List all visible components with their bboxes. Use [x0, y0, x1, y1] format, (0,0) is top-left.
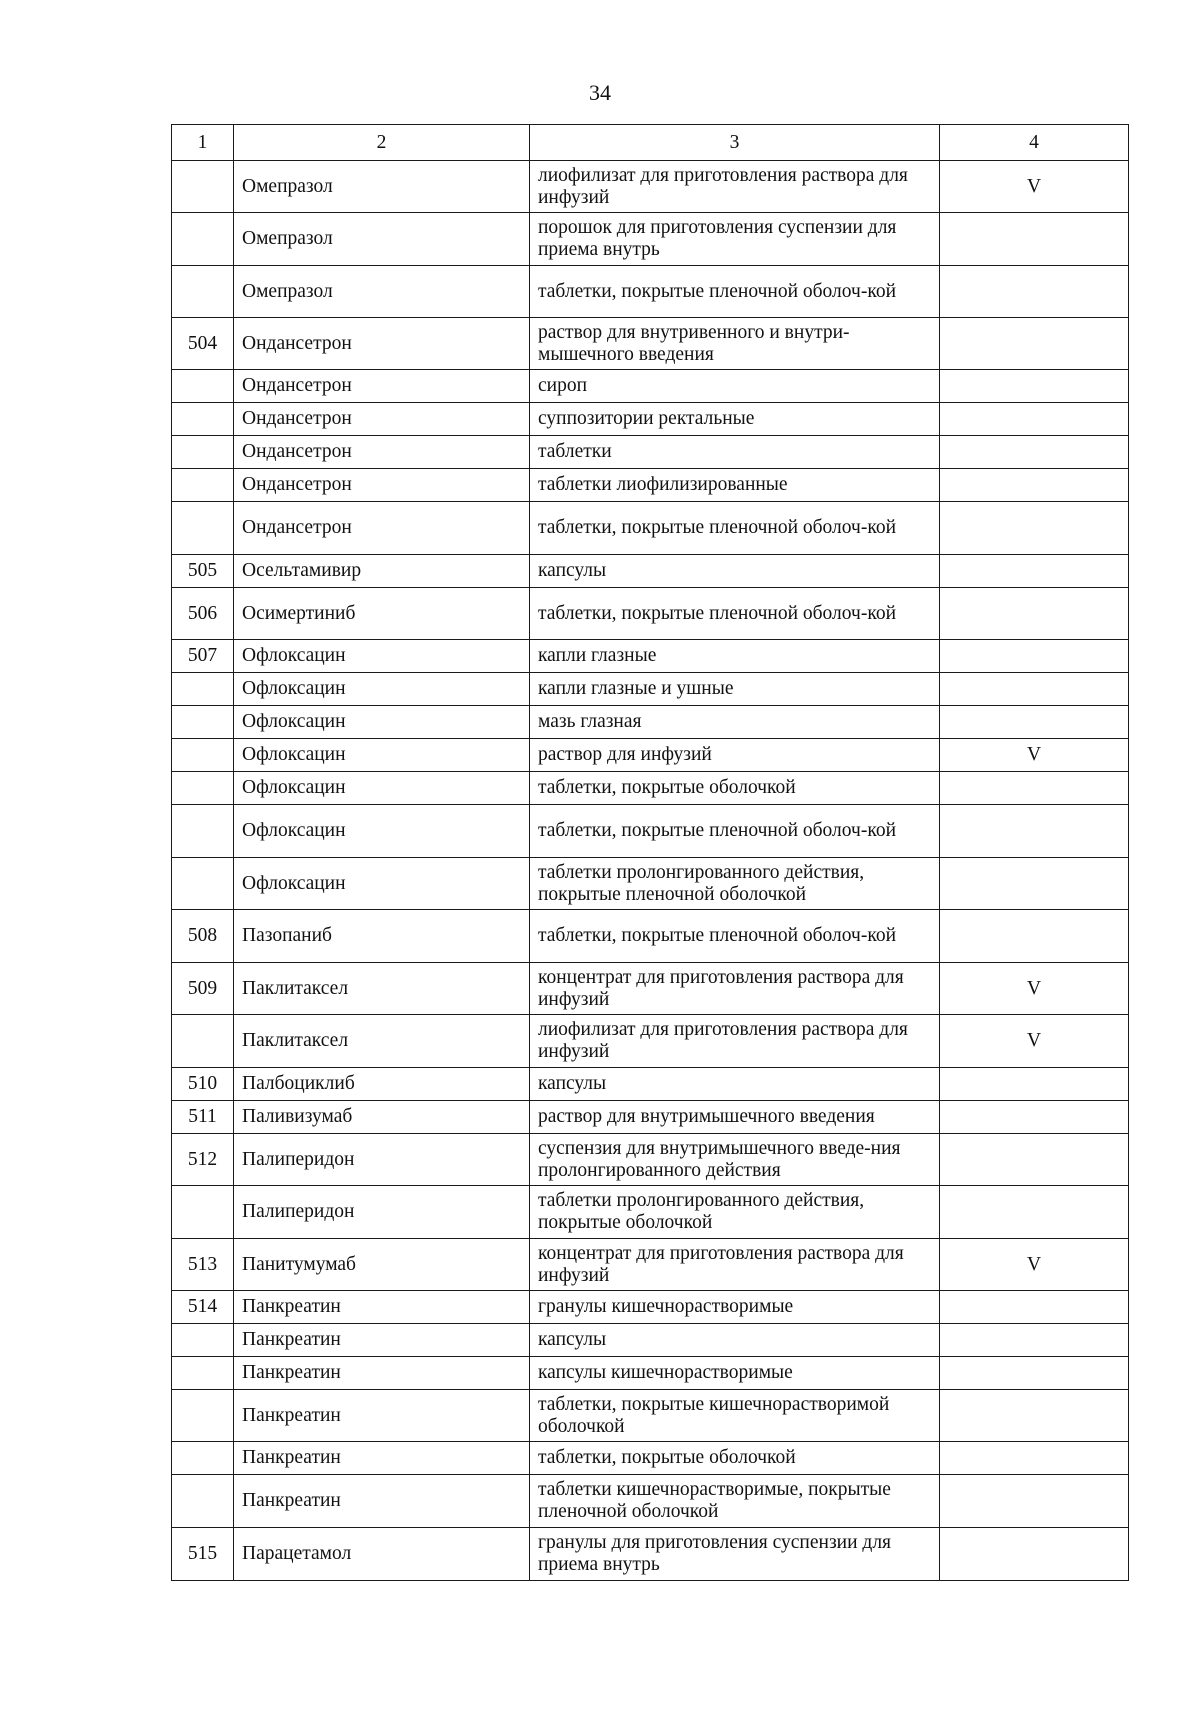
- dosage-form: раствор для внутривенного и внутри-мышечного введения: [530, 318, 940, 370]
- dosage-form: таблетки, покрытые кишечнорастворимой оболочкой: [530, 1390, 940, 1442]
- table-row: [172, 469, 1129, 502]
- drug-name: Панкреатин: [234, 1475, 530, 1528]
- drug-name: Ондансетрон: [234, 318, 530, 370]
- vital-mark: V: [940, 1015, 1129, 1068]
- table-row: [172, 1475, 1129, 1528]
- column-header: 3: [530, 125, 940, 161]
- column-header: 1: [172, 125, 234, 161]
- vital-mark: [940, 370, 1129, 403]
- drug-name: Осельтамивир: [234, 555, 530, 588]
- dosage-form: раствор для инфузий: [530, 739, 940, 772]
- vital-mark: [940, 1186, 1129, 1239]
- drug-name: Палиперидон: [234, 1186, 530, 1239]
- vital-mark: [940, 1390, 1129, 1442]
- vital-mark: [940, 673, 1129, 706]
- vital-mark: [940, 436, 1129, 469]
- vital-mark: [940, 1134, 1129, 1186]
- vital-mark: [940, 1324, 1129, 1357]
- row-number: 510: [172, 1068, 234, 1101]
- drug-name: Омепразол: [234, 161, 530, 213]
- table-row: [172, 858, 1129, 910]
- row-number: 506: [172, 588, 234, 640]
- table-row: [172, 963, 1129, 1015]
- dosage-form: мазь глазная: [530, 706, 940, 739]
- table-row: [172, 1357, 1129, 1390]
- drug-name: Панкреатин: [234, 1357, 530, 1390]
- table-row: [172, 673, 1129, 706]
- row-number: 515: [172, 1528, 234, 1581]
- drug-name: Офлоксацин: [234, 739, 530, 772]
- vital-mark: [940, 588, 1129, 640]
- table-row: [172, 706, 1129, 739]
- dosage-form: суспензия для внутримышечного введе-ния пролонгированного действия: [530, 1134, 940, 1186]
- vital-mark: [940, 1475, 1129, 1528]
- row-number: 507: [172, 640, 234, 673]
- dosage-form: таблетки, покрытые пленочной оболоч-кой: [530, 588, 940, 640]
- vital-mark: [940, 858, 1129, 910]
- row-number: [172, 266, 234, 318]
- vital-mark: [940, 1291, 1129, 1324]
- vital-mark: [940, 1101, 1129, 1134]
- drug-name: Ондансетрон: [234, 502, 530, 555]
- table-row: [172, 318, 1129, 370]
- row-number: [172, 739, 234, 772]
- table-row: [172, 1068, 1129, 1101]
- table-row: [172, 1528, 1129, 1581]
- drug-name: Паклитаксел: [234, 1015, 530, 1068]
- dosage-form: капсулы кишечнорастворимые: [530, 1357, 940, 1390]
- table-row: [172, 805, 1129, 858]
- row-number: 512: [172, 1134, 234, 1186]
- row-number: [172, 161, 234, 213]
- dosage-form: капли глазные: [530, 640, 940, 673]
- dosage-form: сироп: [530, 370, 940, 403]
- dosage-form: гранулы для приготовления суспензии для приема внутрь: [530, 1528, 940, 1581]
- dosage-form: таблетки, покрытые пленочной оболоч-кой: [530, 266, 940, 318]
- dosage-form: лиофилизат для приготовления раствора для инфузий: [530, 1015, 940, 1068]
- vital-mark: V: [940, 161, 1129, 213]
- row-number: [172, 1357, 234, 1390]
- drug-name: Ондансетрон: [234, 469, 530, 502]
- drug-name: Ондансетрон: [234, 436, 530, 469]
- drug-name: Офлоксацин: [234, 805, 530, 858]
- drug-name: Офлоксацин: [234, 673, 530, 706]
- dosage-form: таблетки, покрытые оболочкой: [530, 772, 940, 805]
- table-row: [172, 910, 1129, 963]
- drug-name: Омепразол: [234, 266, 530, 318]
- drug-name: Пазопаниб: [234, 910, 530, 963]
- drug-name: Панкреатин: [234, 1291, 530, 1324]
- drug-name: Ондансетрон: [234, 370, 530, 403]
- table-row: [172, 266, 1129, 318]
- row-number: [172, 403, 234, 436]
- row-number: 513: [172, 1239, 234, 1291]
- dosage-form: таблетки пролонгированного действия, покрытые пленочной оболочкой: [530, 858, 940, 910]
- table-row: [172, 1015, 1129, 1068]
- vital-mark: [940, 318, 1129, 370]
- table-row: [172, 739, 1129, 772]
- drug-table: [171, 124, 1129, 1581]
- table-header-row: [172, 125, 1129, 161]
- row-number: [172, 1186, 234, 1239]
- table-row: [172, 1239, 1129, 1291]
- table-row: [172, 772, 1129, 805]
- row-number: 505: [172, 555, 234, 588]
- row-number: [172, 858, 234, 910]
- row-number: 504: [172, 318, 234, 370]
- drug-name: Осимертиниб: [234, 588, 530, 640]
- column-header: 2: [234, 125, 530, 161]
- drug-name: Палиперидон: [234, 1134, 530, 1186]
- table-row: [172, 1101, 1129, 1134]
- table-row: [172, 161, 1129, 213]
- table-row: [172, 1390, 1129, 1442]
- vital-mark: [940, 213, 1129, 266]
- drug-name: Панитумумаб: [234, 1239, 530, 1291]
- drug-name: Офлоксацин: [234, 772, 530, 805]
- row-number: [172, 436, 234, 469]
- vital-mark: [940, 1068, 1129, 1101]
- row-number: 511: [172, 1101, 234, 1134]
- vital-mark: [940, 772, 1129, 805]
- row-number: [172, 1475, 234, 1528]
- drug-name: Панкреатин: [234, 1442, 530, 1475]
- dosage-form: гранулы кишечнорастворимые: [530, 1291, 940, 1324]
- drug-name: Офлоксацин: [234, 706, 530, 739]
- drug-name: Омепразол: [234, 213, 530, 266]
- dosage-form: таблетки: [530, 436, 940, 469]
- dosage-form: суппозитории ректальные: [530, 403, 940, 436]
- dosage-form: капсулы: [530, 1068, 940, 1101]
- table-row: [172, 1324, 1129, 1357]
- row-number: [172, 1442, 234, 1475]
- page-number: 34: [589, 80, 611, 105]
- row-number: [172, 213, 234, 266]
- table-row: [172, 403, 1129, 436]
- table-row: [172, 213, 1129, 266]
- row-number: [172, 772, 234, 805]
- table-row: [172, 588, 1129, 640]
- row-number: 508: [172, 910, 234, 963]
- dosage-form: капсулы: [530, 1324, 940, 1357]
- drug-name: Палбоциклиб: [234, 1068, 530, 1101]
- dosage-form: капсулы: [530, 555, 940, 588]
- drug-table-body: [172, 125, 1129, 1581]
- dosage-form: таблетки пролонгированного действия, покрытые оболочкой: [530, 1186, 940, 1239]
- row-number: [172, 502, 234, 555]
- dosage-form: раствор для внутримышечного введения: [530, 1101, 940, 1134]
- drug-name: Панкреатин: [234, 1390, 530, 1442]
- vital-mark: [940, 502, 1129, 555]
- dosage-form: таблетки, покрытые пленочной оболоч-кой: [530, 910, 940, 963]
- table-row: [172, 436, 1129, 469]
- vital-mark: [940, 640, 1129, 673]
- vital-mark: V: [940, 963, 1129, 1015]
- table-row: [172, 640, 1129, 673]
- table-row: [172, 1186, 1129, 1239]
- dosage-form: таблетки, покрытые пленочной оболоч-кой: [530, 502, 940, 555]
- drug-name: Офлоксацин: [234, 858, 530, 910]
- row-number: [172, 805, 234, 858]
- row-number: [172, 1324, 234, 1357]
- vital-mark: [940, 910, 1129, 963]
- vital-mark: [940, 1442, 1129, 1475]
- dosage-form: порошок для приготовления суспензии для приема внутрь: [530, 213, 940, 266]
- table-row: [172, 502, 1129, 555]
- table-row: [172, 555, 1129, 588]
- vital-mark: [940, 1357, 1129, 1390]
- dosage-form: концентрат для приготовления раствора для инфузий: [530, 963, 940, 1015]
- row-number: [172, 469, 234, 502]
- row-number: [172, 1390, 234, 1442]
- dosage-form: таблетки, покрытые оболочкой: [530, 1442, 940, 1475]
- drug-name: Ондансетрон: [234, 403, 530, 436]
- row-number: 514: [172, 1291, 234, 1324]
- table-row: [172, 1291, 1129, 1324]
- vital-mark: [940, 805, 1129, 858]
- row-number: [172, 673, 234, 706]
- dosage-form: капли глазные и ушные: [530, 673, 940, 706]
- row-number: [172, 370, 234, 403]
- dosage-form: лиофилизат для приготовления раствора для инфузий: [530, 161, 940, 213]
- table-row: [172, 1442, 1129, 1475]
- table-row: [172, 370, 1129, 403]
- dosage-form: таблетки, покрытые пленочной оболоч-кой: [530, 805, 940, 858]
- vital-mark: [940, 706, 1129, 739]
- table-row: [172, 1134, 1129, 1186]
- dosage-form: концентрат для приготовления раствора для инфузий: [530, 1239, 940, 1291]
- vital-mark: V: [940, 739, 1129, 772]
- drug-name: Паклитаксел: [234, 963, 530, 1015]
- column-header: 4: [940, 125, 1129, 161]
- row-number: 509: [172, 963, 234, 1015]
- drug-name: Панкреатин: [234, 1324, 530, 1357]
- drug-name: Парацетамол: [234, 1528, 530, 1581]
- dosage-form: таблетки лиофилизированные: [530, 469, 940, 502]
- vital-mark: [940, 403, 1129, 436]
- vital-mark: V: [940, 1239, 1129, 1291]
- drug-name: Паливизумаб: [234, 1101, 530, 1134]
- vital-mark: [940, 1528, 1129, 1581]
- drug-name: Офлоксацин: [234, 640, 530, 673]
- vital-mark: [940, 555, 1129, 588]
- vital-mark: [940, 469, 1129, 502]
- row-number: [172, 1015, 234, 1068]
- vital-mark: [940, 266, 1129, 318]
- dosage-form: таблетки кишечнорастворимые, покрытые пленочной оболочкой: [530, 1475, 940, 1528]
- row-number: [172, 706, 234, 739]
